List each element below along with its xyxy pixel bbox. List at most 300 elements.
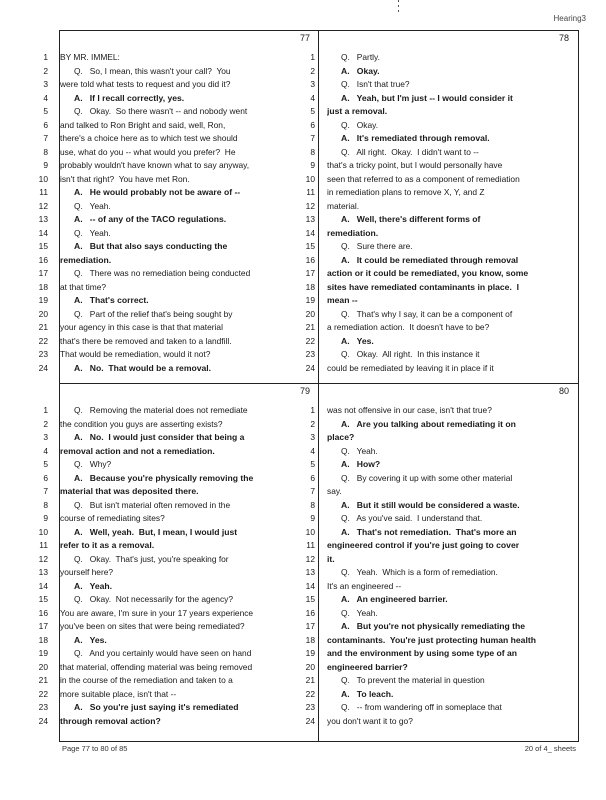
answer-text: A. But you're not physically remediating the [327,621,525,631]
transcript-line [305,227,577,241]
transcript-line [38,321,318,335]
line-number: 24 [305,715,315,726]
transcript-line [38,620,318,634]
line-number: 23 [305,702,315,712]
transcript-line [39,186,318,200]
transcript-line [310,404,577,418]
transcript-line [305,294,577,308]
line-number: 10 [38,173,48,184]
question-text: Q. Isn't that true? [327,79,410,89]
line-number: 3 [310,79,315,89]
line-number: 23 [305,349,315,359]
line-number: 9 [43,513,48,523]
answer-text: and the environment by using some type of an [327,648,518,658]
line-number: 17 [38,268,48,278]
transcript-line [43,105,318,119]
transcript-line [43,159,318,173]
transcript-line [305,647,577,661]
question-text: Q. Yeah. [327,607,378,618]
line-number: 7 [43,486,48,496]
line-number: 11 [39,187,48,197]
line-number: 12 [305,553,315,564]
transcript-line [310,512,577,526]
scan-mark [398,0,400,14]
line-number: 8 [43,146,48,157]
transcript-line [310,92,577,106]
answer-text: engineered control if you're just going to cover [327,540,520,550]
line-number: 22 [305,688,315,699]
line-number: 4 [43,445,48,456]
transcript-line [310,159,577,173]
transcript-line [305,348,577,362]
answer-text: A. Yes. [60,634,107,645]
question-text: Q. So, I mean, this wasn't your call? You [60,65,231,76]
question-text: material. [327,200,360,211]
footer-sheet-count: 20 of 4_ sheets [524,744,576,753]
answer-text: contaminants. You're just protecting human health [327,634,536,645]
line-number: 11 [39,540,48,550]
line-number: 24 [38,362,48,373]
line-number: 17 [305,268,315,278]
transcript-line [43,485,318,499]
question-text: were told what tests to request and you did it? [60,79,231,89]
line-number: 21 [305,322,315,332]
question-text: Q. Why? [60,459,112,469]
line-number: 2 [43,418,48,429]
line-number: 8 [43,499,48,510]
line-number: 13 [38,567,48,577]
transcript-line [305,200,577,214]
transcript-line [38,254,318,268]
answer-text: A. If I recall correctly, yes. [60,92,185,103]
line-number: 6 [310,119,315,130]
question-text: was not offensive in our case, isn't that true? [327,405,492,415]
question-text: Q. -- from wandering off in someplace that [327,702,502,712]
question-text: a remediation action. It doesn't have to be? [327,322,490,332]
line-number: 16 [305,254,315,265]
transcript-line [38,647,318,661]
answer-text: A. An engineered barrier. [327,594,448,604]
answer-text: place? [327,432,355,442]
transcript-line [38,281,318,295]
line-number: 9 [43,160,48,170]
line-number: 2 [310,418,315,429]
line-number: 6 [43,119,48,130]
line-number: 14 [305,580,315,591]
transcript-line [305,308,577,322]
line-number: 21 [305,675,315,685]
line-number: 16 [305,607,315,618]
question-text: Q. To prevent the material in question [327,675,485,685]
transcript-line [43,51,318,65]
answer-text: it. [327,553,335,564]
question-text: say. [327,486,342,496]
line-number: 22 [305,335,315,346]
transcript-line [38,661,318,675]
answer-text: just a removal. [327,106,388,116]
line-number: 6 [310,472,315,483]
transcript-line [305,335,577,349]
line-number: 3 [43,79,48,89]
answer-text: A. Yeah. [60,580,113,591]
line-number: 20 [305,661,315,672]
answer-text: A. Yes. [327,335,374,346]
question-text: the condition you guys are asserting exists? [60,418,223,429]
line-number: 19 [38,648,48,658]
transcript-line [305,526,577,540]
transcript-line [43,418,318,432]
line-number: 11 [306,540,315,550]
transcript-line [310,105,577,119]
line-number: 15 [38,594,48,604]
line-number: 22 [38,688,48,699]
page-lines [38,51,318,375]
transcript-line [305,580,577,594]
transcript-line [38,240,318,254]
answer-text: sites have remediated contaminants in place. I [327,281,519,292]
question-text: You are aware, I'm sure in your 17 years experience [60,607,254,618]
transcript-line [305,593,577,607]
transcript-line [38,688,318,702]
transcript-line [306,186,577,200]
line-number: 1 [43,52,48,62]
answer-text: A. Are you talking about remediating it on [327,418,516,429]
transcript-line [43,472,318,486]
question-text: in remediation plans to remove X, Y, and Z [327,187,485,197]
line-number: 18 [305,281,315,292]
transcript-line [39,539,318,553]
line-number: 14 [305,227,315,238]
question-text: that's there be removed and taken to a landfill. [60,335,232,346]
line-number: 18 [38,281,48,292]
transcript-line [38,553,318,567]
question-text: Q. Okay. All right. In this instance it [327,349,480,359]
line-number: 13 [38,214,48,224]
transcript-line [43,78,318,92]
question-text: you don't want it to go? [327,715,413,726]
question-text: Q. Part of the relief that's being sought by [60,308,233,319]
line-number: 4 [310,92,315,103]
transcript-line [305,715,577,729]
transcript-line [43,445,318,459]
line-number: 4 [43,92,48,103]
transcript-line [38,580,318,594]
question-text: Q. As you've said. I understand that. [327,513,483,523]
answer-text: removal action and not a remediation. [60,445,215,456]
transcript-line [305,173,577,187]
answer-text: A. -- of any of the TACO regulations. [60,214,227,224]
transcript-line [305,254,577,268]
question-text: Q. There was no remediation being conducted [60,268,251,278]
transcript-line [310,78,577,92]
line-number: 14 [38,227,48,238]
transcript-line [310,132,577,146]
transcript-sheet [38,30,579,742]
transcript-line [38,227,318,241]
answer-text: A. It's remediated through removal. [327,133,490,143]
transcript-line [38,715,318,729]
line-number: 3 [310,432,315,442]
page-number: 80 [558,386,569,396]
answer-text: A. But it still would be considered a waste. [327,499,520,510]
line-number: 4 [310,445,315,456]
line-number: 16 [38,254,48,265]
question-text: Q. Okay. So there wasn't -- and nobody went [60,106,248,116]
line-number: 16 [38,607,48,618]
question-text: that's a tricky point, but I would personally have [327,160,503,170]
question-text: seen that referred to as a component of remediation [327,173,520,184]
transcript-line [310,146,577,160]
transcript-line [310,499,577,513]
line-number: 18 [38,634,48,645]
line-number: 19 [38,295,48,305]
transcript-line [305,701,577,715]
answer-text: A. That's correct. [60,295,149,305]
line-number: 10 [305,526,315,537]
line-number: 13 [305,214,315,224]
transcript-line [310,485,577,499]
transcript-line [305,607,577,621]
transcript-line [38,362,318,376]
page-lines [305,404,577,728]
transcript-line [305,362,577,376]
transcript-line [305,661,577,675]
transcript-line [43,119,318,133]
transcript-line [310,119,577,133]
transcript-line [310,418,577,432]
answer-text: A. How? [327,459,381,469]
answer-text: A. It could be remediated through removal [327,254,519,265]
question-text: probably wouldn't have known what to say anyway, [60,160,250,170]
line-number: 21 [38,322,48,332]
answer-text: A. That's not remediation. That's more an [327,526,517,537]
line-number: 15 [38,241,48,251]
line-number: 8 [310,499,315,510]
transcript-line [305,566,577,580]
question-text: Q. Yeah. [327,445,378,456]
question-text: at that time? [60,281,107,292]
question-text: more suitable place, isn't that -- [60,688,177,699]
transcript-line [305,688,577,702]
transcript-line [305,321,577,335]
line-number: 23 [38,702,48,712]
transcript-line [305,620,577,634]
answer-text: refer to it as a removal. [60,540,155,550]
transcript-line [38,267,318,281]
line-number: 8 [310,146,315,157]
transcript-line [43,132,318,146]
question-text: use, what do you -- what would you prefer? He [60,146,236,157]
question-text: Q. Yeah. [60,227,111,238]
line-number: 20 [305,308,315,319]
transcript-line [310,445,577,459]
question-text: course of remediating sites? [60,513,165,523]
transcript-line [43,431,318,445]
line-number: 15 [305,594,315,604]
line-number: 7 [310,486,315,496]
answer-text: A. To leach. [327,688,394,699]
transcript-line [43,404,318,418]
question-text: yourself here? [60,567,114,577]
line-number: 1 [310,52,315,62]
transcript-line [305,634,577,648]
answer-text: through removal action? [60,715,161,726]
answer-text: remediation. [327,227,379,238]
answer-text: mean -- [327,295,358,305]
transcript-line [305,674,577,688]
question-text: you've been on sites that were being remediated? [60,621,245,631]
transcript-line [305,267,577,281]
transcript-line [38,173,318,187]
transcript-line [310,51,577,65]
line-number: 20 [38,308,48,319]
transcript-line [38,674,318,688]
transcript-line [310,458,577,472]
answer-text: A. So you're just saying it's remediated [60,702,239,712]
line-number: 22 [38,335,48,346]
page-lines [305,51,577,375]
line-number: 2 [43,65,48,76]
question-text: Q. Partly. [327,52,380,62]
transcript-line [38,526,318,540]
line-number: 12 [38,200,48,211]
line-number: 17 [38,621,48,631]
line-number: 18 [305,634,315,645]
transcript-line [38,335,318,349]
question-text: BY MR. IMMEL: [60,52,120,62]
line-number: 24 [305,362,315,373]
transcript-page [305,31,577,383]
transcript-page [305,384,577,736]
line-number: 6 [43,472,48,483]
transcript-page [38,31,318,383]
transcript-line [305,213,577,227]
transcript-line [43,146,318,160]
answer-text: A. No. I would just consider that being a [60,432,245,442]
transcript-line [38,308,318,322]
question-text: that material, offending material was being removed [60,661,253,672]
question-text: It's an engineered -- [327,580,402,591]
transcript-line [305,281,577,295]
question-text: isn't that right? You have met Ron. [60,173,190,184]
question-text: That would be remediation, would it not? [60,349,211,359]
line-number: 9 [310,513,315,523]
line-number: 24 [38,715,48,726]
line-number: 2 [310,65,315,76]
transcript-page [38,384,318,736]
transcript-line [38,294,318,308]
question-text: your agency in this case is that that material [60,322,223,332]
transcript-line [43,499,318,513]
question-text: Q. All right. Okay. I didn't want to -- [327,146,479,157]
line-number: 10 [38,526,48,537]
line-number: 19 [305,295,315,305]
question-text: Q. By covering it up with some other material [327,472,513,483]
line-number: 5 [43,106,48,116]
question-text: Q. Okay. Not necessarily for the agency? [60,594,233,604]
transcript-line [306,539,577,553]
answer-text: A. Okay. [327,65,380,76]
page-number: 77 [299,33,310,43]
line-number: 19 [305,648,315,658]
question-text: Q. Okay. [327,119,379,130]
transcript-line [38,607,318,621]
transcript-line [38,348,318,362]
line-number: 14 [38,580,48,591]
transcript-line [305,240,577,254]
line-number: 13 [305,567,315,577]
line-number: 10 [305,173,315,184]
question-text: and talked to Ron Bright and said, well, Ron, [60,119,226,130]
transcript-line [310,65,577,79]
transcript-line [38,634,318,648]
question-text: could be remediated by leaving it in place if it [327,362,494,373]
line-number: 7 [310,133,315,143]
question-text: in the course of the remediation and taken to a [60,675,233,685]
transcript-line [43,65,318,79]
answer-text: A. Well, yeah. But, I mean, I would just [60,526,238,537]
line-number: 23 [38,349,48,359]
transcript-line [310,472,577,486]
transcript-line [310,431,577,445]
line-number: 7 [43,133,48,143]
line-number: 15 [305,241,315,251]
corner-label: Hearing3 [553,14,586,23]
transcript-line [43,458,318,472]
line-number: 5 [310,459,315,469]
answer-text: A. Well, there's different forms of [327,214,481,224]
question-text: Q. Okay. That's just, you're speaking for [60,553,229,564]
answer-text: A. Because you're physically removing the [60,472,254,483]
transcript-line [38,593,318,607]
line-number: 12 [305,200,315,211]
question-text: Q. Removing the material does not remediate [60,405,248,415]
page-number: 79 [299,386,310,396]
page-lines [38,404,318,728]
line-number: 3 [43,432,48,442]
line-number: 12 [38,553,48,564]
answer-text: A. Yeah, but I'm just -- I would consider it [327,92,513,103]
question-text: Q. And you certainly would have seen on hand [60,648,252,658]
question-text: Q. That's why I say, it can be a component of [327,308,513,319]
footer-page-range: Page 77 to 80 of 85 [62,744,128,753]
transcript-line [38,566,318,580]
line-number: 1 [310,405,315,415]
question-text: Q. Yeah. Which is a form of remediation. [327,567,498,577]
question-text: Q. But isn't material often removed in the [60,499,231,510]
line-number: 1 [43,405,48,415]
transcript-line [305,553,577,567]
answer-text: A. No. That would be a removal. [60,362,212,373]
answer-text: remediation. [60,254,112,265]
line-number: 5 [310,106,315,116]
line-number: 9 [310,160,315,170]
line-number: 17 [305,621,315,631]
answer-text: A. But that also says conducting the [60,241,228,251]
transcript-line [38,701,318,715]
transcript-line [43,512,318,526]
line-number: 5 [43,459,48,469]
answer-text: material that was deposited there. [60,486,199,496]
line-number: 21 [38,675,48,685]
answer-text: action or it could be remediated, you know, some [327,268,529,278]
transcript-line [38,213,318,227]
transcript-line [43,92,318,106]
line-number: 20 [38,661,48,672]
line-number: 11 [306,187,315,197]
answer-text: A. He would probably not be aware of -- [60,187,241,197]
question-text: there's a choice here as to which test we should [60,133,238,143]
